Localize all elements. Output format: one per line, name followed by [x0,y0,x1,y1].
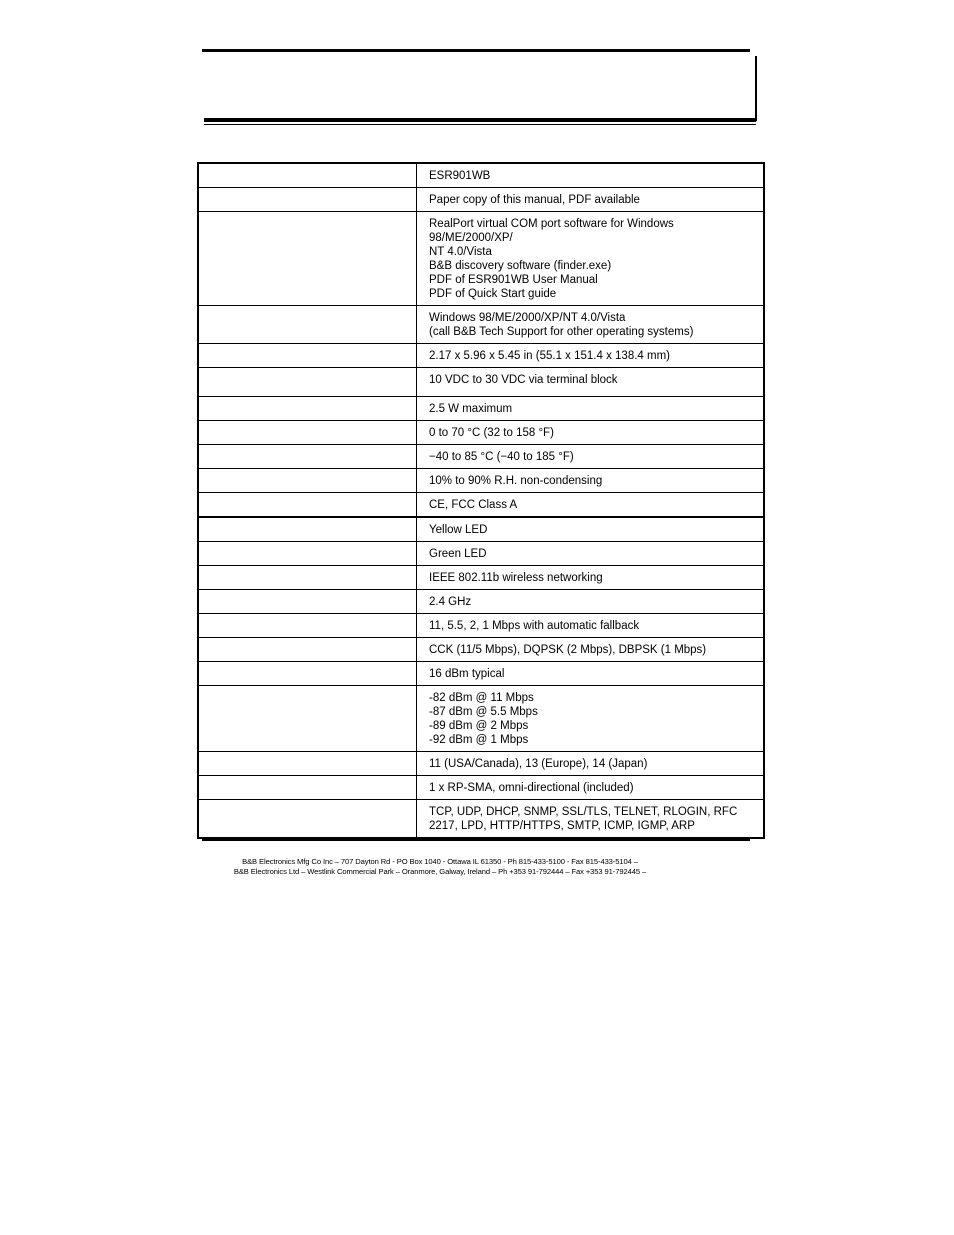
table-row [198,368,764,397]
table-row [198,542,764,566]
spec-value: 2.4 GHz [417,590,765,614]
spec-label [198,212,417,306]
table-row [198,638,764,662]
table-row [198,686,764,752]
spec-value: 16 dBm typical [417,662,765,686]
table-bottom-rule [202,838,750,841]
spec-value: 10 VDC to 30 VDC via terminal block [417,368,765,397]
spec-label [198,445,417,469]
spec-value: TCP, UDP, DHCP, SNMP, SSL/TLS, TELNET, RLOGIN, RFC 2217, LPD, HTTP/HTTPS, SMTP, ICMP, IGMP, ARP [417,800,765,839]
spec-label [198,469,417,493]
page-footer [160,857,720,877]
table-row [198,614,764,638]
page-header-frame [0,0,954,130]
header-bottom-thin-rule [204,124,756,125]
table-row [198,344,764,368]
spec-label [198,776,417,800]
table-row [198,752,764,776]
spec-value: −40 to 85 °C (−40 to 185 °F) [417,445,765,469]
spec-label [198,752,417,776]
spec-value: 1 x RP-SMA, omni-directional (included) [417,776,765,800]
spec-label [198,188,417,212]
spec-label [198,542,417,566]
table-row [198,662,764,686]
table-row [198,800,764,839]
spec-label [198,421,417,445]
spec-value: Windows 98/ME/2000/XP/NT 4.0/Vista (call B&B Tech Support for other operating systems) [417,306,765,344]
specifications-table [197,162,765,839]
spec-label [198,800,417,839]
spec-label [198,368,417,397]
header-right-rule [755,56,757,121]
spec-label [198,163,417,188]
table-row [198,163,764,188]
table-row [198,776,764,800]
spec-value: RealPort virtual COM port software for Windows 98/ME/2000/XP/ NT 4.0/Vista B&B discovery software (finder.exe) PDF of ESR901WB User Manual PDF of Quick Start guide [417,212,765,306]
spec-label [198,638,417,662]
table-row [198,517,764,542]
spec-value: CE, FCC Class A [417,493,765,518]
spec-label [198,614,417,638]
spec-label [198,566,417,590]
header-top-rule [202,49,750,52]
table-row [198,421,764,445]
spec-value: 2.17 x 5.96 x 5.45 in (55.1 x 151.4 x 138.4 mm) [417,344,765,368]
spec-label [198,590,417,614]
table-row [198,445,764,469]
spec-value: -82 dBm @ 11 Mbps -87 dBm @ 5.5 Mbps -89 dBm @ 2 Mbps -92 dBm @ 1 Mbps [417,686,765,752]
spec-label [198,306,417,344]
spec-value: 2.5 W maximum [417,397,765,421]
footer-line-us: B&B Electronics Mfg Co Inc – 707 Dayton Rd - PO Box 1040 - Ottawa IL 61350 - Ph 815-433-5100 - Fax 815-433-5104 – [242,857,638,866]
header-bottom-rule [204,118,756,122]
spec-value: 11, 5.5, 2, 1 Mbps with automatic fallback [417,614,765,638]
table-row [198,566,764,590]
spec-label [198,686,417,752]
table-row [198,590,764,614]
spec-value: Green LED [417,542,765,566]
table-row [198,212,764,306]
spec-label [198,662,417,686]
spec-value: CCK (11/5 Mbps), DQPSK (2 Mbps), DBPSK (1 Mbps) [417,638,765,662]
table-row [198,188,764,212]
spec-value: IEEE 802.11b wireless networking [417,566,765,590]
table-row [198,397,764,421]
spec-label [198,397,417,421]
spec-value: Paper copy of this manual, PDF available [417,188,765,212]
spec-value: ESR901WB [417,163,765,188]
spec-label [198,493,417,518]
footer-line-eu: B&B Electronics Ltd – Westlink Commercial Park – Oranmore, Galway, Ireland – Ph +353 91-792444 – Fax +353 91-792445 – [233,867,647,876]
table-row [198,469,764,493]
spec-value: Yellow LED [417,517,765,542]
spec-value: 0 to 70 °C (32 to 158 °F) [417,421,765,445]
table-row [198,306,764,344]
spec-value: 10% to 90% R.H. non-condensing [417,469,765,493]
table-row [198,493,764,518]
spec-value: 11 (USA/Canada), 13 (Europe), 14 (Japan) [417,752,765,776]
spec-label [198,344,417,368]
spec-label [198,517,417,542]
